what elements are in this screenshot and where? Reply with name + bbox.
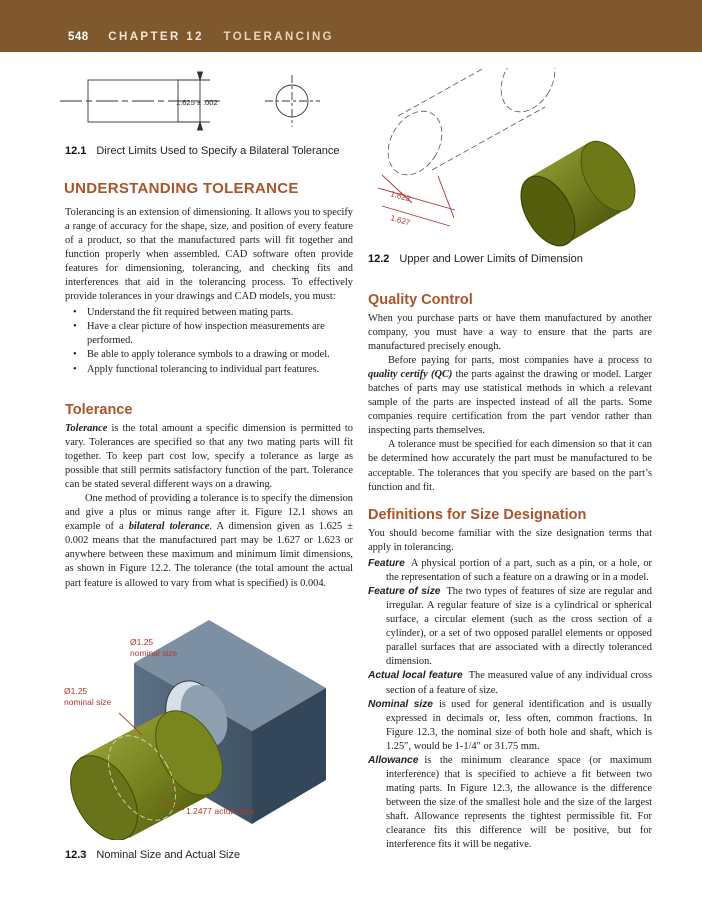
fig1-caption-number: 12.1 (65, 145, 87, 157)
fig3-hole-label: Ø1.25 (130, 637, 154, 647)
term-tolerance: Tolerance (65, 423, 108, 434)
fig2-lower-limit: 1.627 (389, 213, 412, 228)
fig3-hole-sublabel: nominal size (130, 648, 178, 658)
definition-actual-local-feature: Actual local feature The measured value of any individual cross section of a feature of size. (368, 670, 652, 696)
term-quality-certify: quality certify (QC) (368, 369, 453, 381)
bullet-item: • Apply functional tolerancing to individual part features. (87, 363, 353, 377)
heading-definitions: Definitions for Size Designation (368, 507, 587, 523)
term-bilateral-tolerance: bilateral tolerance (128, 521, 210, 533)
fig3-shaft-label: Ø1.25 (64, 686, 88, 696)
bullet-item: • Have a clear picture of how inspection measurements are performed. (87, 320, 353, 348)
bullet-list (65, 306, 353, 376)
definition-term: Feature of size (368, 586, 441, 598)
definitions-text (368, 527, 652, 852)
heading-quality-control: Quality Control (368, 292, 473, 308)
quality-paragraph-3: A tolerance must be specified for each dimension so that it can be determined how accurately the part must be manufactured to be acceptable. The tolerances that you specify are based on the part’s function and fit. (368, 439, 652, 493)
chapter-title: TOLERANCING (223, 31, 335, 43)
definition-feature-of-size: Feature of size The two types of features of size are regular and irregular. A regular feature of size is a cylindrical or spherical surface, a circular element (such as the cross section of a cylinder), or a set of two opposed parallel elements or opposed parallel surfaces that are associated with a directly toleranced dimension. (368, 586, 652, 668)
fig2-upper-limit: 1.623 (389, 189, 412, 204)
tolerance-paragraph-1: Tolerance is the total amount a specific dimension is permitted to vary. Tolerances are specified so that any two mating parts will fit together. To keep part cost low, specify a tolerance as large as possible that still permits satisfactory function of the part. Tolerance can be stated several different ways on a drawing. (65, 423, 353, 491)
fig3-caption-number: 12.3 (65, 849, 87, 861)
fig3-actual-label: 1.2477 actual size (186, 806, 255, 816)
page-header (0, 0, 702, 52)
tolerance-text (65, 422, 353, 591)
definition-nominal-size: Nominal size is used for general identification and is usually expressed in decimals or, less often, common fractions. In Figure 12.3, the nominal size of both hole and shaft, which is 1.25″, would be 1-1/4″ or 31.75 mm. (368, 698, 652, 752)
bullet-item: • Understand the fit required between mating parts. (87, 306, 353, 320)
intro-paragraph: Tolerancing is an extension of dimensioning. It allows you to specify a range of accuracy for the shape, size, and position of every feature of a product, so that the manufactured parts will fit together and function properly when assembled. CAD software often provide features for dimensioning, tolerancing, and checking fits and interferences that aid in the tolerancing process. To effectively provide tolerances in your drawings and CAD models, you must: (65, 207, 353, 303)
figure-12-3 (64, 618, 350, 840)
heading-understanding-tolerance: UNDERSTANDING TOLERANCE (64, 180, 299, 197)
figure-12-2 (360, 68, 680, 248)
definition-term: Allowance (368, 754, 419, 766)
quality-text (368, 312, 652, 495)
fig2-caption-number: 12.2 (368, 253, 390, 265)
definition-allowance: Allowance is the minimum clearance space (or maximum interference) that is specified to achieve a fit between two mating parts. In Figure 12.3, the allowance is the difference between the size of the smallest hole and the size of the largest shaft. Allowance represents the tightest permissible fit. For clearance fits this difference will be positive, but for interference fits it will be negative. (368, 754, 652, 851)
chapter-label: CHAPTER 12 (108, 31, 204, 43)
heading-tolerance: Tolerance (65, 402, 133, 418)
tolerance-paragraph-2: One method of providing a tolerance is to specify the dimension and give a plus or minus range after it. Figure 12.1 shows an example of a bilateral tolerance. A dimension given as 1.625 ± 0.002 means that the manufactured part may be 1.627 or 1.623 or anywhere between these maximum and minimum limit dimensions, as shown in Figure 12.2. The tolerance (the total amount the actual part feature is allowed to vary from what is specified) is 0.004. (65, 493, 353, 589)
left-column-text (65, 206, 353, 377)
fig3-caption-text: Nominal Size and Actual Size (96, 849, 241, 861)
definition-term: Nominal size (368, 698, 433, 710)
fig3-caption (65, 849, 240, 861)
fig2-caption-text: Upper and Lower Limits of Dimension (399, 253, 583, 265)
definition-term: Actual local feature (368, 670, 463, 682)
fig1-dimension-label: 1.625 ± .002 (176, 98, 218, 107)
fig1-caption-text: Direct Limits Used to Specify a Bilateral Tolerance (96, 145, 340, 157)
page-number: 548 (68, 31, 89, 43)
definitions-intro: You should become familiar with the size designation terms that apply in tolerancing. (368, 528, 652, 554)
figure-12-1 (60, 70, 330, 132)
fig2-caption (368, 253, 583, 265)
definition-term: Feature (368, 558, 405, 570)
fig3-shaft-sublabel: nominal size (64, 697, 112, 707)
header-text (68, 31, 334, 43)
bullet-item: • Be able to apply tolerance symbols to a drawing or model. (87, 348, 353, 362)
definition-feature: Feature A physical portion of a part, such as a pin, or a hole, or the representation of such a feature on a drawing or in a model. (368, 558, 652, 584)
quality-paragraph-2: Before paying for parts, most companies have a process to quality certify (QC) the parts against the drawing or model. Larger batches of parts may use statistical methods in which a relevant sample of the parts are inspected instead of all the parts. Some companies require certification from the part vendor rather than inspecting parts themselves. (368, 355, 652, 437)
quality-paragraph-1: When you purchase parts or have them manufactured by another company, you must have a way to ensure that the parts are manufactured precisely enough. (368, 313, 652, 353)
fig1-caption (65, 145, 340, 157)
